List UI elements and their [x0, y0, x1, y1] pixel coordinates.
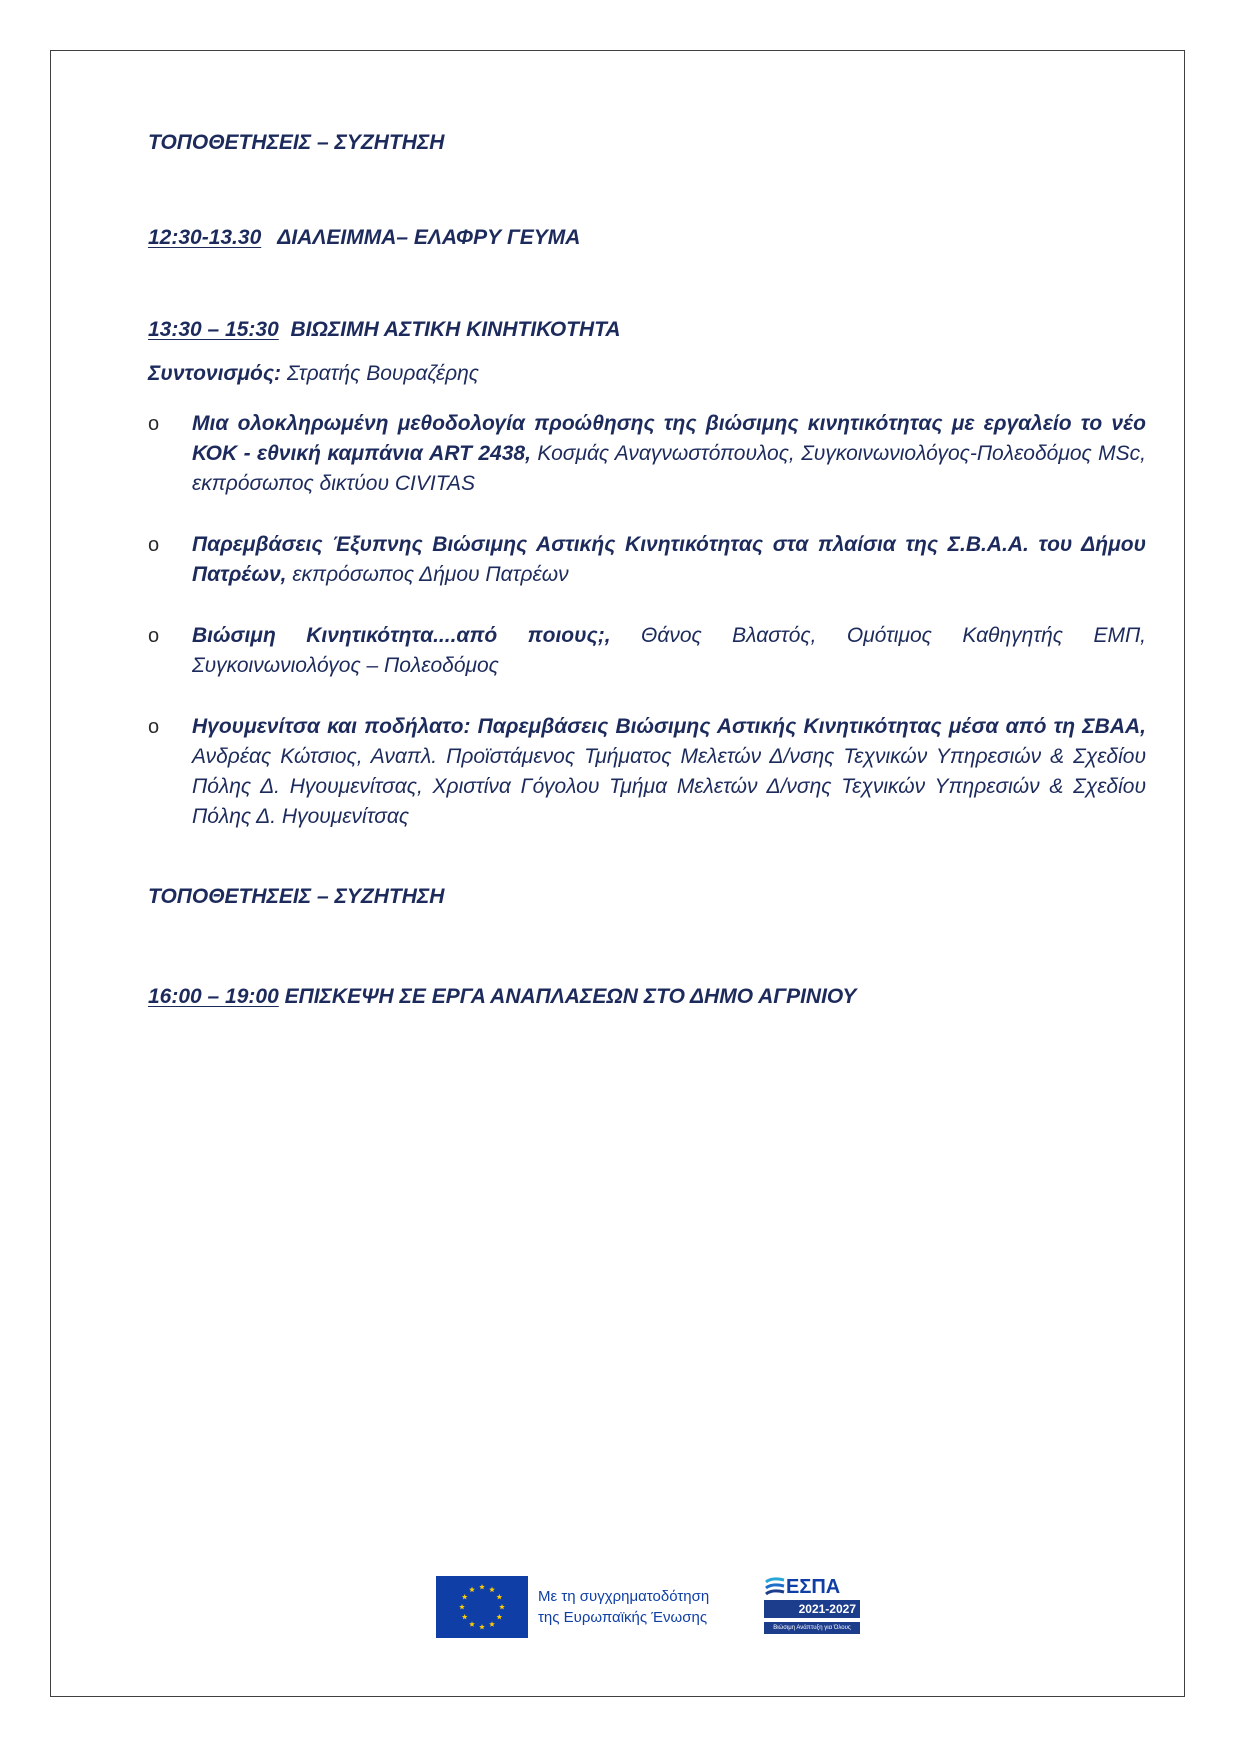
espa-years: 2021-2027 [764, 1600, 860, 1618]
bullet-circle-icon: o [148, 625, 160, 647]
eu-funding-text [538, 1586, 709, 1628]
talk-item [148, 621, 1146, 681]
eu-star-icon [479, 1584, 485, 1589]
break-session [148, 223, 1146, 253]
moderator-label: Συντονισμός: [148, 362, 282, 385]
discussion-heading: ΤΟΠΟΘΕΤΗΣΕΙΣ – ΣΥΖΗΤΗΣΗ [148, 885, 445, 908]
bullet-circle-icon: o [148, 534, 160, 556]
espa-wave-icon [764, 1576, 786, 1598]
funding-footer [436, 1576, 860, 1638]
break-time: 12:30-13.30 [148, 226, 262, 249]
break-title: ΔΙΑΛΕΙΜΜΑ– ΕΛΑΦΡΥ ΓΕΥΜΑ [277, 226, 581, 249]
mobility-title: ΒΙΩΣΙΜΗ ΑΣΤΙΚΗ ΚΙΝΗΤΙΚΟΤΗΤΑ [290, 318, 621, 341]
talk-title: Μια ολοκληρωμένη μεθοδολογία προώθησης της βιώσιμης κινητικότητας με εργαλείο το νέο ΚΟΚ - εθνική καμπάνια ART 2438, [192, 412, 1146, 465]
visit-session [148, 982, 1146, 1012]
document-content [148, 128, 1146, 1012]
eu-star-icon [469, 1587, 475, 1592]
talk-title: Παρεμβάσεις Έξυπνης Βιώσιμης Αστικής Κινητικότητας στα πλαίσια της Σ.Β.Α.Α. του Δήμου Πατρέων, [192, 533, 1146, 586]
bullet-circle-icon: o [148, 716, 160, 738]
talk-speaker: Ανδρέας Κώτσιος, Αναπλ. Προϊστάμενος Τμήματος Μελετών Δ/νσης Τεχνικών Υπηρεσιών & Σχεδίου Πόλης Δ. Ηγουμενίτσας, Χριστίνα Γόγολου Τμήμα Μελετών Δ/νσης Τεχνικών Υπηρεσιών & Σχεδίου Πόλης Δ. Ηγουμενίτσας [192, 745, 1146, 828]
talk-speaker: εκπρόσωπος Δήμου Πατρέων [292, 563, 569, 586]
talk-title: Βιώσιμη Κινητικότητα....από ποιους;, [192, 624, 611, 647]
espa-logo [764, 1576, 860, 1638]
moderator-line [148, 359, 1146, 389]
mobility-time: 13:30 – 15:30 [148, 318, 279, 341]
eu-funding-line2: της Ευρωπαϊκής Ένωσης [538, 1609, 708, 1626]
espa-subtitle: Βιώσιμη Ανάπτυξη για Όλους [764, 1622, 860, 1634]
visit-time: 16:00 – 19:00 [148, 985, 279, 1008]
mobility-session [148, 315, 1146, 345]
talk-speaker: Κοσμάς Αναγνωστόπουλος, Συγκοινωνιολόγος-Πολεοδόμος MSc, εκπρόσωπος δικτύου CIVITAS [192, 442, 1146, 495]
talk-speaker: Θάνος Βλαστός, Ομότιμος Καθηγητής ΕΜΠ, Συγκοινωνιολόγος – Πολεοδόμος [192, 624, 1146, 677]
discussion-heading: ΤΟΠΟΘΕΤΗΣΕΙΣ – ΣΥΖΗΤΗΣΗ [148, 131, 445, 154]
eu-star-icon [462, 1614, 468, 1619]
eu-stars-icon [436, 1576, 528, 1638]
eu-star-icon [489, 1587, 495, 1592]
moderator-name: Στρατής Βουραζέρης [286, 362, 480, 385]
eu-star-icon [462, 1594, 468, 1599]
talk-item [148, 530, 1146, 590]
espa-title: ΕΣΠΑ [786, 1576, 841, 1598]
eu-star-icon [489, 1621, 495, 1626]
eu-star-icon [459, 1604, 465, 1609]
eu-funding-line1: Με τη συγχρηματοδότηση [538, 1588, 710, 1605]
talk-item [148, 409, 1146, 499]
bullet-circle-icon: o [148, 413, 160, 435]
visit-title: ΕΠΙΣΚΕΨΗ ΣΕ ΕΡΓΑ ΑΝΑΠΛΑΣΕΩΝ ΣΤΟ ΔΗΜΟ ΑΓΡΙΝΙΟΥ [284, 985, 857, 1008]
eu-star-icon [469, 1621, 475, 1626]
eu-star-icon [499, 1604, 505, 1609]
eu-star-icon [479, 1624, 485, 1629]
talk-item [148, 712, 1146, 832]
eu-star-icon [496, 1594, 502, 1599]
eu-flag-icon [436, 1576, 528, 1638]
talk-title: Ηγουμενίτσα και ποδήλατο: Παρεμβάσεις Βιώσιμης Αστικής Κινητικότητας μέσα από τη ΣΒΑΑ, [192, 715, 1146, 738]
eu-star-icon [496, 1614, 502, 1619]
